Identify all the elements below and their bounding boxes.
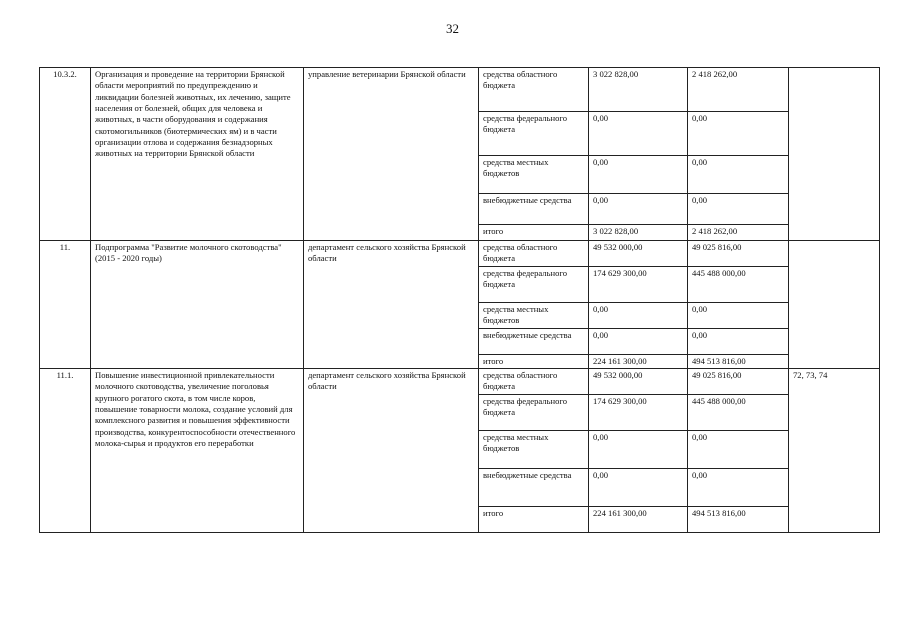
amount-2: 0,00	[688, 469, 789, 507]
funding-source: средства местных бюджетов	[479, 156, 589, 194]
amount-1: 0,00	[589, 194, 688, 225]
amount-1: 0,00	[589, 112, 688, 156]
reference-cell	[789, 68, 880, 241]
table-row	[40, 68, 880, 112]
table-row	[40, 241, 880, 267]
row-number: 11.	[40, 241, 91, 369]
amount-2: 0,00	[688, 431, 789, 469]
funding-source: внебюджетные средства	[479, 194, 589, 225]
funding-table	[39, 67, 880, 533]
reference-cell: 72, 73, 74	[789, 369, 880, 533]
funding-source: средства федерального бюджета	[479, 267, 589, 303]
amount-2: 0,00	[688, 329, 789, 355]
funding-source: средства областного бюджета	[479, 369, 589, 395]
amount-1: 174 629 300,00	[589, 395, 688, 431]
table-row	[40, 369, 880, 395]
amount-1: 0,00	[589, 303, 688, 329]
amount-1: 224 161 300,00	[589, 507, 688, 533]
amount-2: 0,00	[688, 156, 789, 194]
amount-2: 494 513 816,00	[688, 507, 789, 533]
funding-source: итого	[479, 507, 589, 533]
funding-source: средства федерального бюджета	[479, 395, 589, 431]
amount-2: 0,00	[688, 303, 789, 329]
row-number: 11.1.	[40, 369, 91, 533]
amount-1: 0,00	[589, 329, 688, 355]
activity-description: Организация и проведение на территории Брянской области мероприятий по предупреждению и ликвидации болезней животных, их лечению, защите населения от болезней, общих для человека и животных, в части оборудования и содержания скотомогильников (биотермических ям) и в части организации отлова и содержания безнадзорных животных на территории Брянской области	[91, 68, 304, 241]
amount-1: 49 532 000,00	[589, 369, 688, 395]
amount-2: 2 418 262,00	[688, 68, 789, 112]
amount-2: 445 488 000,00	[688, 267, 789, 303]
responsible-department: департамент сельского хозяйства Брянской области	[304, 241, 479, 369]
amount-1: 3 022 828,00	[589, 225, 688, 241]
amount-2: 0,00	[688, 112, 789, 156]
funding-source: средства федерального бюджета	[479, 112, 589, 156]
amount-2: 49 025 816,00	[688, 241, 789, 267]
amount-1: 3 022 828,00	[589, 68, 688, 112]
amount-1: 224 161 300,00	[589, 355, 688, 369]
amount-2: 49 025 816,00	[688, 369, 789, 395]
amount-1: 0,00	[589, 469, 688, 507]
activity-description: Подпрограмма "Развитие молочного скотоводства" (2015 - 2020 годы)	[91, 241, 304, 369]
reference-cell	[789, 241, 880, 369]
amount-2: 0,00	[688, 194, 789, 225]
amount-1: 0,00	[589, 431, 688, 469]
funding-source: внебюджетные средства	[479, 469, 589, 507]
responsible-department: департамент сельского хозяйства Брянской области	[304, 369, 479, 533]
funding-source: внебюджетные средства	[479, 329, 589, 355]
funding-source: итого	[479, 225, 589, 241]
funding-source: средства областного бюджета	[479, 241, 589, 267]
funding-source: средства местных бюджетов	[479, 431, 589, 469]
amount-1: 49 532 000,00	[589, 241, 688, 267]
funding-source: средства областного бюджета	[479, 68, 589, 112]
amount-2: 445 488 000,00	[688, 395, 789, 431]
funding-source: итого	[479, 355, 589, 369]
responsible-department: управление ветеринарии Брянской области	[304, 68, 479, 241]
row-number: 10.3.2.	[40, 68, 91, 241]
page-number: 32	[446, 21, 459, 36]
amount-2: 2 418 262,00	[688, 225, 789, 241]
funding-source: средства местных бюджетов	[479, 303, 589, 329]
amount-1: 0,00	[589, 156, 688, 194]
activity-description: Повышение инвестиционной привлекательности молочного скотоводства, увеличение поголовья крупного рогатого скота, в том числе коров, повышение товарности молока, создание условий для комплексного развития и повышения эффективности производства, конкурентоспособности отечественного молока-сырья и продуктов его переработки	[91, 369, 304, 533]
amount-2: 494 513 816,00	[688, 355, 789, 369]
amount-1: 174 629 300,00	[589, 267, 688, 303]
